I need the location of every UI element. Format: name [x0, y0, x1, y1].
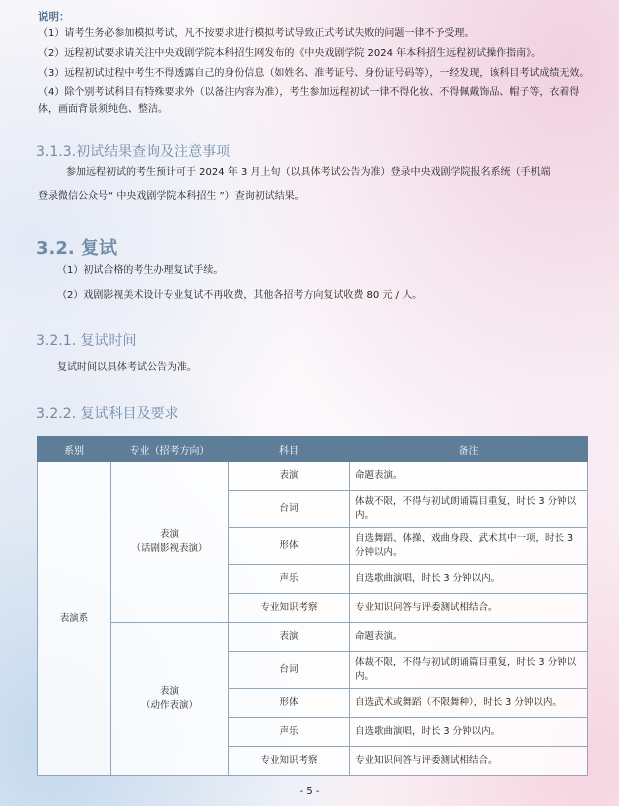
- major-direction: （话剧影视表演）: [131, 543, 208, 554]
- note-cell: 命题表演。: [350, 462, 588, 491]
- note-cell: 专业知识问答与评委测试相结合。: [350, 747, 588, 776]
- header-major: 专业（招考方向）: [111, 437, 229, 462]
- subject-cell: 台词: [229, 491, 350, 528]
- note-cell: 自选舞蹈、体操、戏曲身段、武术其中一项，时长 3 分钟以内。: [350, 528, 588, 565]
- note-cell: 自选武术或舞蹈（不限舞种），时长 3 分钟以内。: [350, 689, 588, 718]
- note-item-4: （4）除个别考试科目有特殊要求外（以备注内容为准），考生参加远程初试一律不得化妆、不得佩戴饰品、帽子等，衣着得体，画面背景须纯色、整洁。: [38, 87, 580, 115]
- subject-cell: 声乐: [229, 565, 350, 594]
- major-name: 表演: [159, 529, 179, 540]
- retest-item-1: （1）初试合格的考生办理复试手续。: [57, 265, 224, 276]
- subject-cell: 专业知识考察: [229, 594, 350, 623]
- header-department: 系别: [38, 437, 111, 462]
- major-cell: [111, 623, 229, 776]
- retest-time-text: 复试时间以具体考试公告为准。: [57, 362, 197, 373]
- note-item-2: （2）远程初试要求请关注中央戏剧学院本科招生网发布的《中央戏剧学院 2024 年本科招生远程初试操作指南》。: [38, 48, 542, 59]
- result-query-line-1: 参加远程初试的考生预计可于 2024 年 3 月上旬（以具体考试公告为准）登录中央戏剧学院报名系统（手机端: [66, 167, 551, 178]
- note-cell: 自选歌曲演唱，时长 3 分钟以内。: [350, 718, 588, 747]
- subject-cell: 台词: [229, 652, 350, 689]
- major-cell: [111, 462, 229, 623]
- retest-subjects-table: [37, 436, 588, 776]
- department-cell: 表演系: [38, 462, 111, 776]
- subject-cell: 形体: [229, 689, 350, 718]
- retest-item-2: （2）戏剧影视美术设计专业复试不再收费，其他各招考方向复试收费 80 元 / 人。: [57, 290, 423, 301]
- table-row: [38, 462, 588, 491]
- note-item-1: （1）请考生务必参加模拟考试，凡不按要求进行模拟考试导致正式考试失败的问题一律不予受理。: [38, 28, 475, 39]
- subject-cell: 声乐: [229, 718, 350, 747]
- major-direction: （动作表演）: [140, 700, 198, 711]
- note-cell: 体裁不限，不得与初试朗诵篇目重复，时长 3 分钟以内。: [350, 491, 588, 528]
- note-cell: 专业知识问答与评委测试相结合。: [350, 594, 588, 623]
- note-cell: 命题表演。: [350, 623, 588, 652]
- major-name: 表演: [159, 686, 179, 697]
- section-heading-3-2-2: 3.2.2. 复试科目及要求: [36, 406, 179, 422]
- note-item-3: （3）远程初试过程中考生不得透露自己的身份信息（如姓名、准考证号、身份证号码等），一经发现，该科目考试成绩无效。: [38, 68, 590, 79]
- note-cell: 自选歌曲演唱，时长 3 分钟以内。: [350, 565, 588, 594]
- header-note: 备注: [350, 437, 588, 462]
- table-row: [38, 623, 588, 652]
- section-heading-3-2-1: 3.2.1. 复试时间: [36, 333, 137, 349]
- subject-cell: 表演: [229, 623, 350, 652]
- note-cell: 体裁不限，不得与初试朗诵篇目重复，时长 3 分钟以内。: [350, 652, 588, 689]
- section-heading-3-1-3: 3.1.3.初试结果查询及注意事项: [36, 144, 231, 160]
- subject-cell: 形体: [229, 528, 350, 565]
- header-subject: 科目: [229, 437, 350, 462]
- result-query-line-2: 登录微信公众号“ 中央戏剧学院本科招生 ”）查询初试结果。: [38, 191, 305, 202]
- page-number: - 5 -: [299, 786, 320, 797]
- table-header-row: [38, 437, 588, 462]
- section-heading-3-2: 3.2. 复试: [36, 238, 117, 259]
- subject-cell: 专业知识考察: [229, 747, 350, 776]
- subject-cell: 表演: [229, 462, 350, 491]
- notes-title: 说明：: [38, 11, 70, 23]
